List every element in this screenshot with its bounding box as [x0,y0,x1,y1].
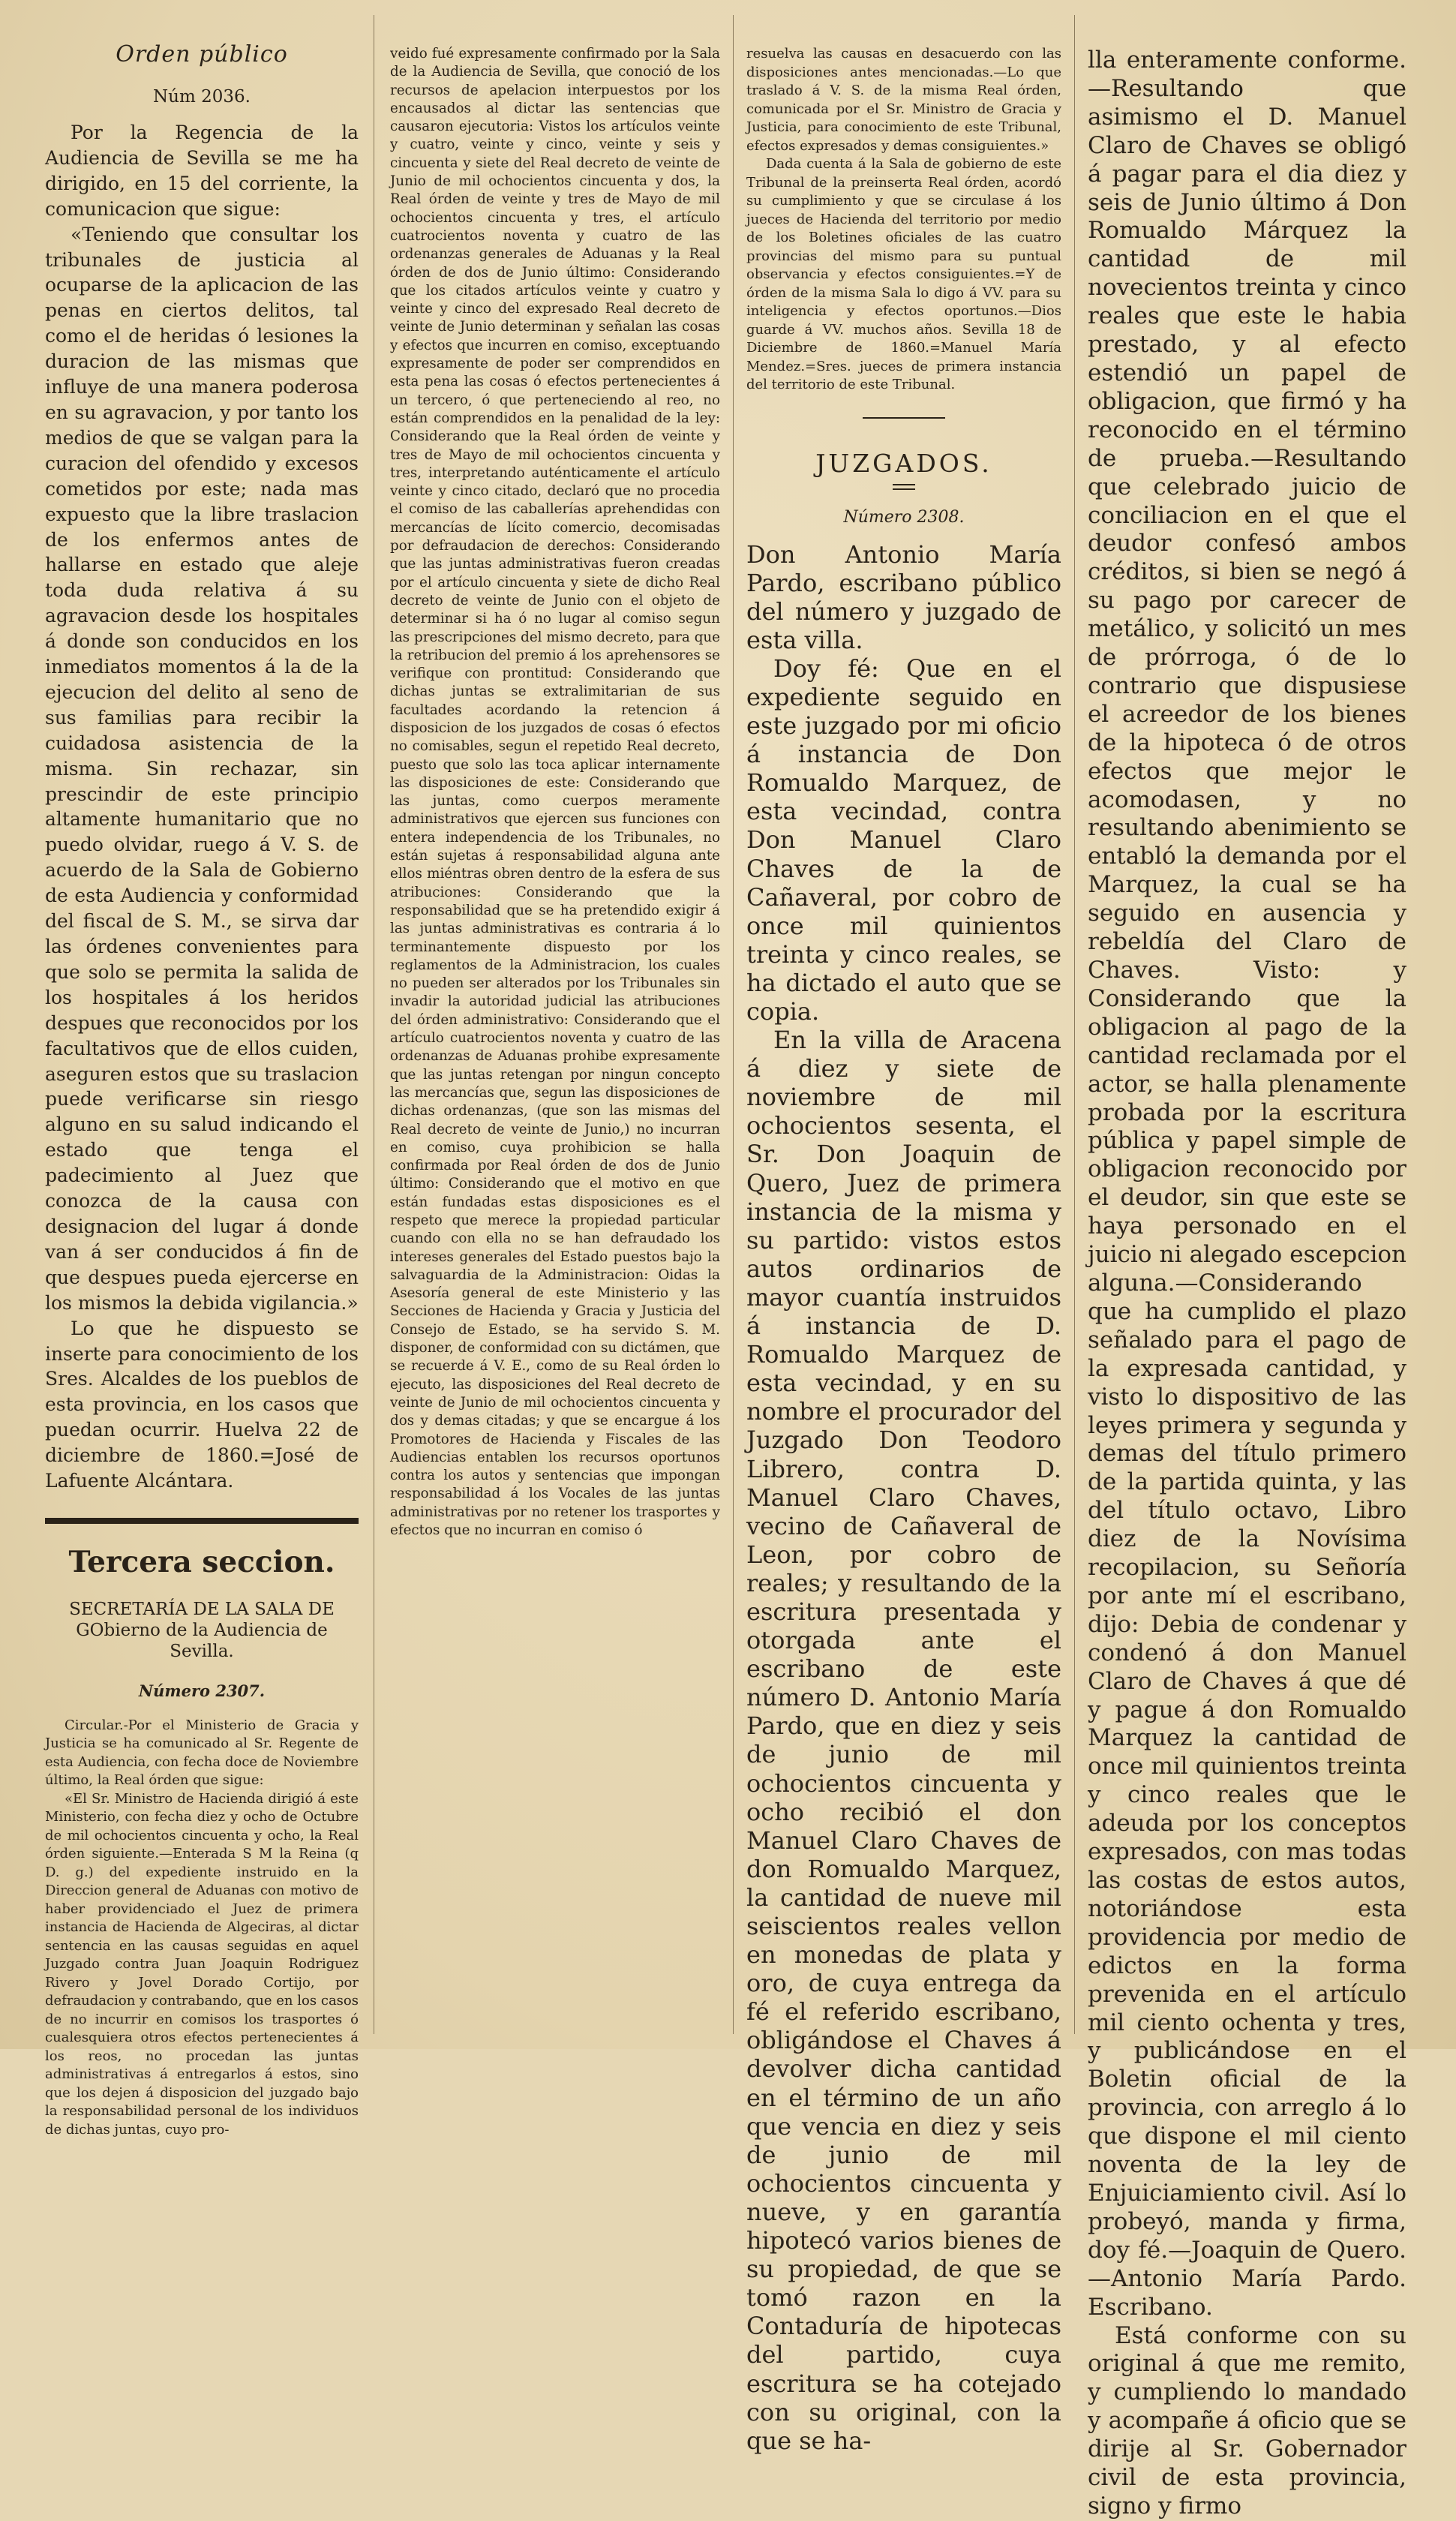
column-rule [1074,15,1075,2034]
paragraph: Circular.-Por el Ministerio de Gracia y Justicia se ha comunicado al Sr. Regente de esta Audiencia, con fecha doce de Noviembre último, la Real órden que sigue: [45,1717,359,1789]
column-rule [733,15,734,2034]
column-4 [1088,47,1406,2519]
secretaria-heading: SECRETARÍA DE LA SALA DE GObierno de la Audiencia de Sevilla. [69,1599,335,1661]
notice-number: Número 2308. [843,507,965,527]
paragraph: Lo que he dispuesto se inserte para conocimiento de los Sres. Alcaldes de los pueblos de esta provincia, en los casos que puedan ocurrir. Huelva 22 de diciembre de 1860.=José de Lafuente Alcántara. [45,1317,359,1492]
circular-end [746,45,1061,395]
double-rule [893,484,915,490]
circular-continuation [390,45,720,1540]
section-heading-juzgados: JUZGADOS. [815,448,992,478]
notice-body [45,120,359,1494]
column-1 [45,41,359,2138]
paragraph: «El Sr. Ministro de Hacienda dirigió á este Ministerio, con fecha diez y ocho de Octubre de mil ochocientos cincuenta y ocho, la Real órden siguiente.—Enterada S M la Reina (q D. g.) del expediente instruido en la Direccion general de Aduanas con motivo de haber providenciado el Juez de primera instancia de Hacienda de Algeciras, al dictar sentencia en las causas seguidas en aquel Juzgado contra Juan Joaquin Rodriguez Rivero y Jovel Dorado Cortijo, por defraudacion y contrabando, que en los casos de no incurrir en comisos los trasportes ó cualesquiera otros efectos pertenecientes á los reos, no procedan las juntas administrativas á entregarlos á estos, sino que los dejen á disposicion del juzgado bajo la responsabilidad personal de los individuos de dichas juntas, cuyo pro- [45,1790,359,2138]
section-heading-orden-publico: Orden público [116,41,288,68]
notice-number: Núm 2036. [153,87,251,107]
column-2 [390,45,720,2042]
edict-body [746,540,1061,2455]
paragraph: «Teniendo que consultar los tribunales de justicia al ocuparse de la aplicacion de las penas en ciertos delitos, tal como el de heridas ó lesiones la duracion de las mismas que influye de una manera poderosa en su agravacion, y por tanto los medios de que se valgan para la curacion del ofendido y excesos cometidos por este; nada mas expuesto que la libre traslacion de los enfermos antes de hallarse en estado que aleje toda duda relativa á su agravacion desde los hospitales á donde son conducidos en los inmediatos momentos á la de la ejecucion del delito al seno de sus familias para recibir la cuidadosa asistencia de la misma. Sin rechazar, sin prescindir de este principio altamente humanitario que no puedo olvidar, ruego á V. S. de acuerdo de la Sala de Gobierno de esta Audiencia y conformidad del fiscal de S. M., se sirva dar las órdenes convenientes para que solo se permita la salida de los hospitales á los heridos despues que reconocidos por los facultativos que de ellos cuiden, aseguren estos que su traslacion puede verificarse sin riesgo alguno en su salud indicando el estado que tenga el padecimiento al Juez que conozca de la causa con designacion del lugar á donde van á ser conducidos á fin de que despues pueda ejercerse en los mismos la debida vigilancia.» [45,223,359,1314]
separator [863,417,945,419]
paragraph: Por la Regencia de la Audiencia de Sevilla se me ha dirigido, en 15 del corriente, la comunicacion que sigue: [45,122,359,220]
edict-continuation [1088,47,1406,2521]
paragraph: veido fué expresamente confirmado por la Sala de la Audiencia de Sevilla, que conoció de los recursos de apelacion interpuestos por los encausados al dictar las sentencias que causaron ejecutoria: Vistos los artículos veinte y cuatro, veinte y cinco, veinte y seis y cincuenta y siete del Real decreto de veinte de Junio de mil ochocientos cincuenta y dos, la Real órden de veinte y tres de Mayo de mil ochocientos cincuenta y tres, el artículo cuatrocientos noventa y cuatro de las ordenanzas generales de Aduanas y la Real órden de dos de Junio último: Considerando que los citados artículos veinte y cuatro y veinte y cinco del expresado Real decreto de veinte de Junio determinan y señalan las cosas y efectos que incurren en comiso, exceptuando expresamente de poder ser comprendidos en esta pena las cosas ó efectos pertenecientes á un tercero, ó que perteneciendo al reo, no están comprendidos en la penalidad de la ley: Considerando que la Real órden de veinte y tres de Mayo de mil ochocientos cincuenta y tres, interpretando auténticamente el artículo veinte y cinco citado, declaró que no procedia el comiso de las caballerías aprehendidas con mercancías de lícito comercio, decomisadas por defraudacion de derechos: Considerando que las juntas administrativas fueron creadas por el artículo cincuenta y siete de dicho Real decreto de veinte de Junio con el objeto de determinar si ha ó no lugar al comiso segun las prescripciones del mismo decreto, para que la retribucion del premio á los aprehensores se verifique con prontitud: Considerando que dichas juntas se extralimitarian de sus facultades acordando la retencion á disposicion de los juzgados de cosas ó efectos no comisables, segun el repetido Real decreto, puesto que solo las toca aplicar internamente las disposiciones de este: Considerando que las juntas, como cuerpos meramente administrativos que ejercen sus funciones con entera independencia de los Tribunales, no están sujetas á responsabilidad alguna ante ellos miéntras obren dentro de la esfera de sus atribuciones: Considerando que la responsabilidad que se ha pretendido exigir á las juntas administrativas es contraria á lo terminantemente dispuesto por los reglamentos de la Administracion, los cuales no pueden ser alterados por los Tribunales sin invadir la autoridad judicial las atribuciones del órden administrativo: Considerando que el artículo cuatrocientos noventa y cuatro de las ordenanzas de Aduanas prohibe expresamente que las juntas retengan por ningun concepto las mercancías que, segun las disposiciones de dichas ordenanzas, (que son las mismas del Real decreto de veinte de Junio,) no incurran en comiso, cuya prohibicion se halla confirmada por Real órden de dos de Junio último: Considerando que el motivo en que están fundadas estas disposiciones es el respeto que merece la propiedad particular cuando con ella no se han defraudado los intereses generales del Estado puestos bajo la salvaguardia de la Administracion: Oidas la Asesoría general de este Ministerio y las Secciones de Hacienda y Gracia y Justicia del Consejo de Estado, se ha servido S. M. disponer, de conformidad con su dictámen, que se recuerde á V. E., como de su Real órden lo ejecuto, las disposiciones del Real decreto de veinte de Junio de mil ochocientos cincuenta y dos y demas citadas; y que se encargue á los Promotores de Hacienda y Fiscales de las Audiencias entablen los recursos oportunos contra los autos y sentencias que impongan responsabilidad á los Vocales de las juntas administrativas por no retener los trasportes y efectos que no incurran en comiso ó [390,46,720,1539]
column-3 [746,45,1061,2455]
section-title-tercera-seccion: Tercera seccion. [68,1544,335,1579]
notice-number: Número 2307. [138,1681,266,1700]
paragraph: En la villa de Aracena á diez y siete de noviembre de mil ochocientos sesenta, el Sr. Don Joaquin de Quero, Juez de primera instancia de la misma y su partido: vistos estos autos ordinarios de mayor cuantía instruidos á instancia de D. Romualdo Marquez de esta vecindad, y en su nombre el procurador del Juzgado Don Teodoro Librero, contra D. Manuel Claro Chaves, vecino de Cañaveral de Leon, por cobro de reales; y resultando de la escritura presentada y otorgada ante el escribano de este número D. Antonio María Pardo, que en diez y seis de junio de mil ochocientos cincuenta y ocho recibió el don Manuel Claro Chaves de don Romualdo Marquez, la cantidad de nueve mil seiscientos reales vellon en monedas de plata y oro, de cuya entrega da fé el referido escribano, obligándose el Chaves á devolver dicha cantidad en el término de un año que vencia en diez y seis de junio de mil ochocientos cincuenta y nueve, y en garantía hipotecó varios bienes de su propiedad, de que se tomó razon en la Contaduría de hipotecas del partido, cuya escritura se ha cotejado con su original, con la que se ha- [746,1026,1061,2455]
paragraph: resuelva las causas en desacuerdo con las disposiciones antes mencionadas.—Lo que traslado á V. S. de la misma Real órden, comunicada por el Sr. Ministro de Gracia y Justicia, para conocimiento de este Tribunal, efectos expresados y demas consiguientes.» [746,46,1061,154]
paragraph: Dada cuenta á la Sala de gobierno de este Tribunal de la preinserta Real órden, acordó su cumplimiento y que se circulase á los jueces de Hacienda del territorio por medio de los Boletines oficiales de las cuatro provincias del mismo para su puntual observancia y efectos consiguientes.=Y de órden de la misma Sala lo digo á VV. para su inteligencia y efectos oportunos.—Dios guarde á VV. muchos años. Sevilla 18 de Diciembre de 1860.=Manuel María Mendez.=Sres. jueces de primera instancia del territorio de este Tribunal. [746,156,1061,392]
paragraph: Don Antonio María Pardo, escribano público del número y juzgado de esta villa. [746,539,1061,654]
circular-body [45,1717,359,2140]
paragraph: lla enteramente conforme.—Resultando que asimismo el D. Manuel Claro de Chaves se obligó á pagar para el dia diez y seis de Junio último á Don Romualdo Márquez la cantidad de mil novecientos treinta y cinco reales que este le habia prestado, y al efecto estendió un papel de obligacion, que firmó y ha reconocido en el término de prueba.—Resultando que celebrado juicio de conciliacion en el que el deudor confesó ambos créditos, si bien se negó á su pago por carecer de metálico, y solicitó un mes de prórroga, ó de lo contrario que dispusiese el acreedor de los bienes de la hipoteca ó de otros efectos que mejor le acomodasen, y no resultando abenimiento se entabló la demanda por el Marquez, la cual se ha seguido en ausencia y rebeldía del Claro de Chaves. Visto: y Considerando que la obligacion al pago de la cantidad reclamada por el actor, se halla plenamente probada por la escritura pública y papel simple de obligacion reconocido por el deudor, sin que este se haya personado en el juicio ni alegado escepcion alguna.—Considerando que ha cumplido el plazo señalado para el pago de la expresada cantidad, y visto lo dispositivo de las leyes primera y segunda y demas del título primero de la partida quinta, y las del título octavo, Libro diez de la Novísima recopilacion, su Señoría por ante mí el escribano, dijo: Debia de condenar y condenó á don Manuel Claro de Chaves á que dé y pague á don Romualdo Marquez la cantidad de once mil quinientos treinta y cinco reales que le adeuda por los conceptos expresados, con mas todas las costas de estos autos, notoriándose esta providencia por medio de edictos en la forma prevenida en el artículo mil ciento ochenta y tres, y publicándose en el Boletin oficial de la provincia, con arreglo á lo que dispone el mil ciento noventa de la ley de Enjuiciamiento civil. Así lo probeyó, manda y firma, doy fé.—Joaquin de Quero. —Antonio María Pardo. Escribano. [1088,47,1406,2321]
paragraph: Doy fé: Que en el expediente seguido en este juzgado por mi oficio á instancia de Don Romualdo Marquez, de esta vecindad, contra Don Manuel Claro Chaves de la de Cañaveral, por cobro de once mil quinientos treinta y cinco reales, se ha dictado el auto que se copia. [746,654,1061,1026]
paragraph: Está conforme con su original á que me remito, y cumpliendo lo mandado y acompañe á oficio que se dirije al Sr. Gobernador civil de esta provincia, signo y firmo [1088,2321,1406,2519]
section-divider [45,1518,359,1524]
